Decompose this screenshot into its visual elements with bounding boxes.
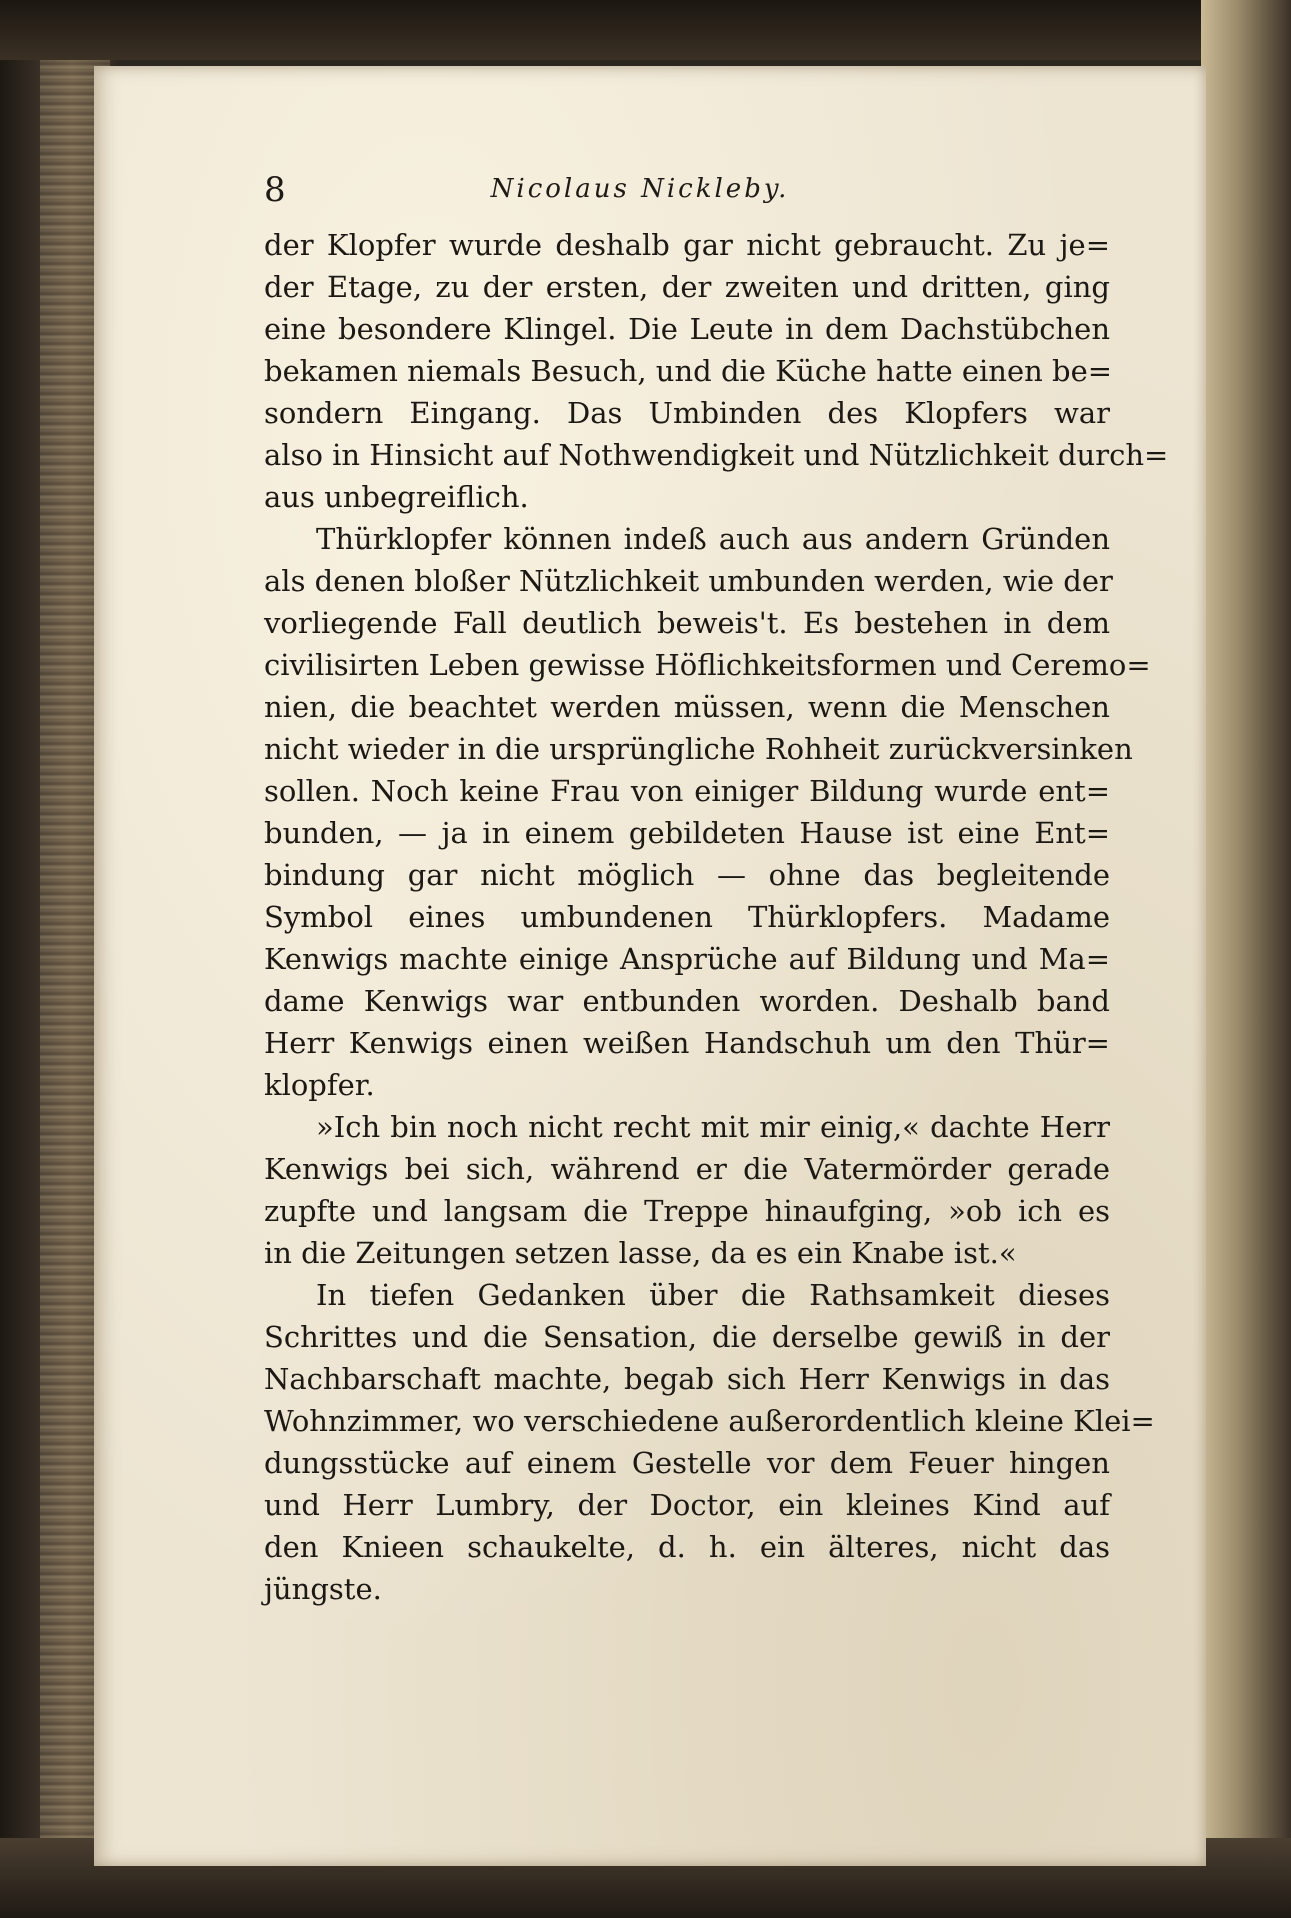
text-line: »Ich bin noch nicht recht mit mir einig,« dachte Herr [316,1110,1110,1144]
text-line: der Klopfer wurde deshalb gar nicht gebraucht. Zu je= [264,228,1110,262]
text-line: in die Zeitungen setzen lasse, da es ein Knabe ist.« [264,1236,1017,1270]
text-line: Wohnzimmer, wo verschiedene außerordentlich kleine Klei= [264,1404,1155,1438]
text-line: jüngste. [264,1572,382,1606]
page-header [170,170,1110,210]
text-line: sollen. Noch keine Frau von einiger Bildung wurde ent= [264,774,1110,808]
text-line: aus unbegreiflich. [264,480,529,514]
text-line: Thürklopfer können indeß auch aus andern Gründen [316,522,1110,556]
text-line: und Herr Lumbry, der Doctor, ein kleines Kind auf [264,1488,1110,1522]
text-line: Herr Kenwigs einen weißen Handschuh um den Thür= [264,1026,1110,1060]
text-line: sondern Eingang. Das Umbinden des Klopfers war [264,396,1110,430]
text-line: nicht wieder in die ursprüngliche Rohheit zurückversinken [264,732,1133,766]
text-line: Symbol eines umbundenen Thürklopfers. Madame [264,900,1110,934]
text-line: vorliegende Fall deutlich beweis't. Es bestehen in dem [264,606,1110,640]
text-line: als denen bloßer Nützlichkeit umbunden werden, wie der [264,564,1113,598]
text-line: klopfer. [264,1068,375,1102]
text-line: bekamen niemals Besuch, und die Küche hatte einen be= [264,354,1113,388]
text-line: zupfte und langsam die Treppe hinaufging, »ob ich es [264,1194,1110,1228]
text-line: also in Hinsicht auf Nothwendigkeit und Nützlichkeit durch= [264,438,1169,472]
running-title: Nicolaus Nickleby. [490,174,790,204]
text-line: Kenwigs machte einige Ansprüche auf Bildung und Ma= [264,942,1110,976]
top-cover-edge [0,0,1291,60]
text-line: Kenwigs bei sich, während er die Vatermörder gerade [264,1152,1110,1186]
text-line: eine besondere Klingel. Die Leute in dem Dachstübchen [264,312,1110,346]
right-page-edges [1201,0,1291,1918]
page-number: 8 [264,170,286,210]
text-line: Nachbarschaft machte, begab sich Herr Kenwigs in das [264,1362,1110,1396]
text-line: In tiefen Gedanken über die Rathsamkeit dieses [316,1278,1110,1312]
text-line: der Etage, zu der ersten, der zweiten und dritten, ging [264,270,1110,304]
text-line: nien, die beachtet werden müssen, wenn die Menschen [264,690,1110,724]
text-line: bunden, — ja in einem gebildeten Hause ist eine Ent= [264,816,1110,850]
text-line: den Knieen schaukelte, d. h. ein älteres, nicht das [264,1530,1110,1564]
text-line: civilisirten Leben gewisse Höflichkeitsformen und Ceremo= [264,648,1151,682]
text-line: Schrittes und die Sensation, die derselbe gewiß in der [264,1320,1110,1354]
body-text [264,224,1169,1610]
text-line: dungsstücke auf einem Gestelle vor dem Feuer hingen [264,1446,1110,1480]
text-line: bindung gar nicht möglich — ohne das begleitende [264,858,1110,892]
text-line: dame Kenwigs war entbunden worden. Deshalb band [264,984,1110,1018]
